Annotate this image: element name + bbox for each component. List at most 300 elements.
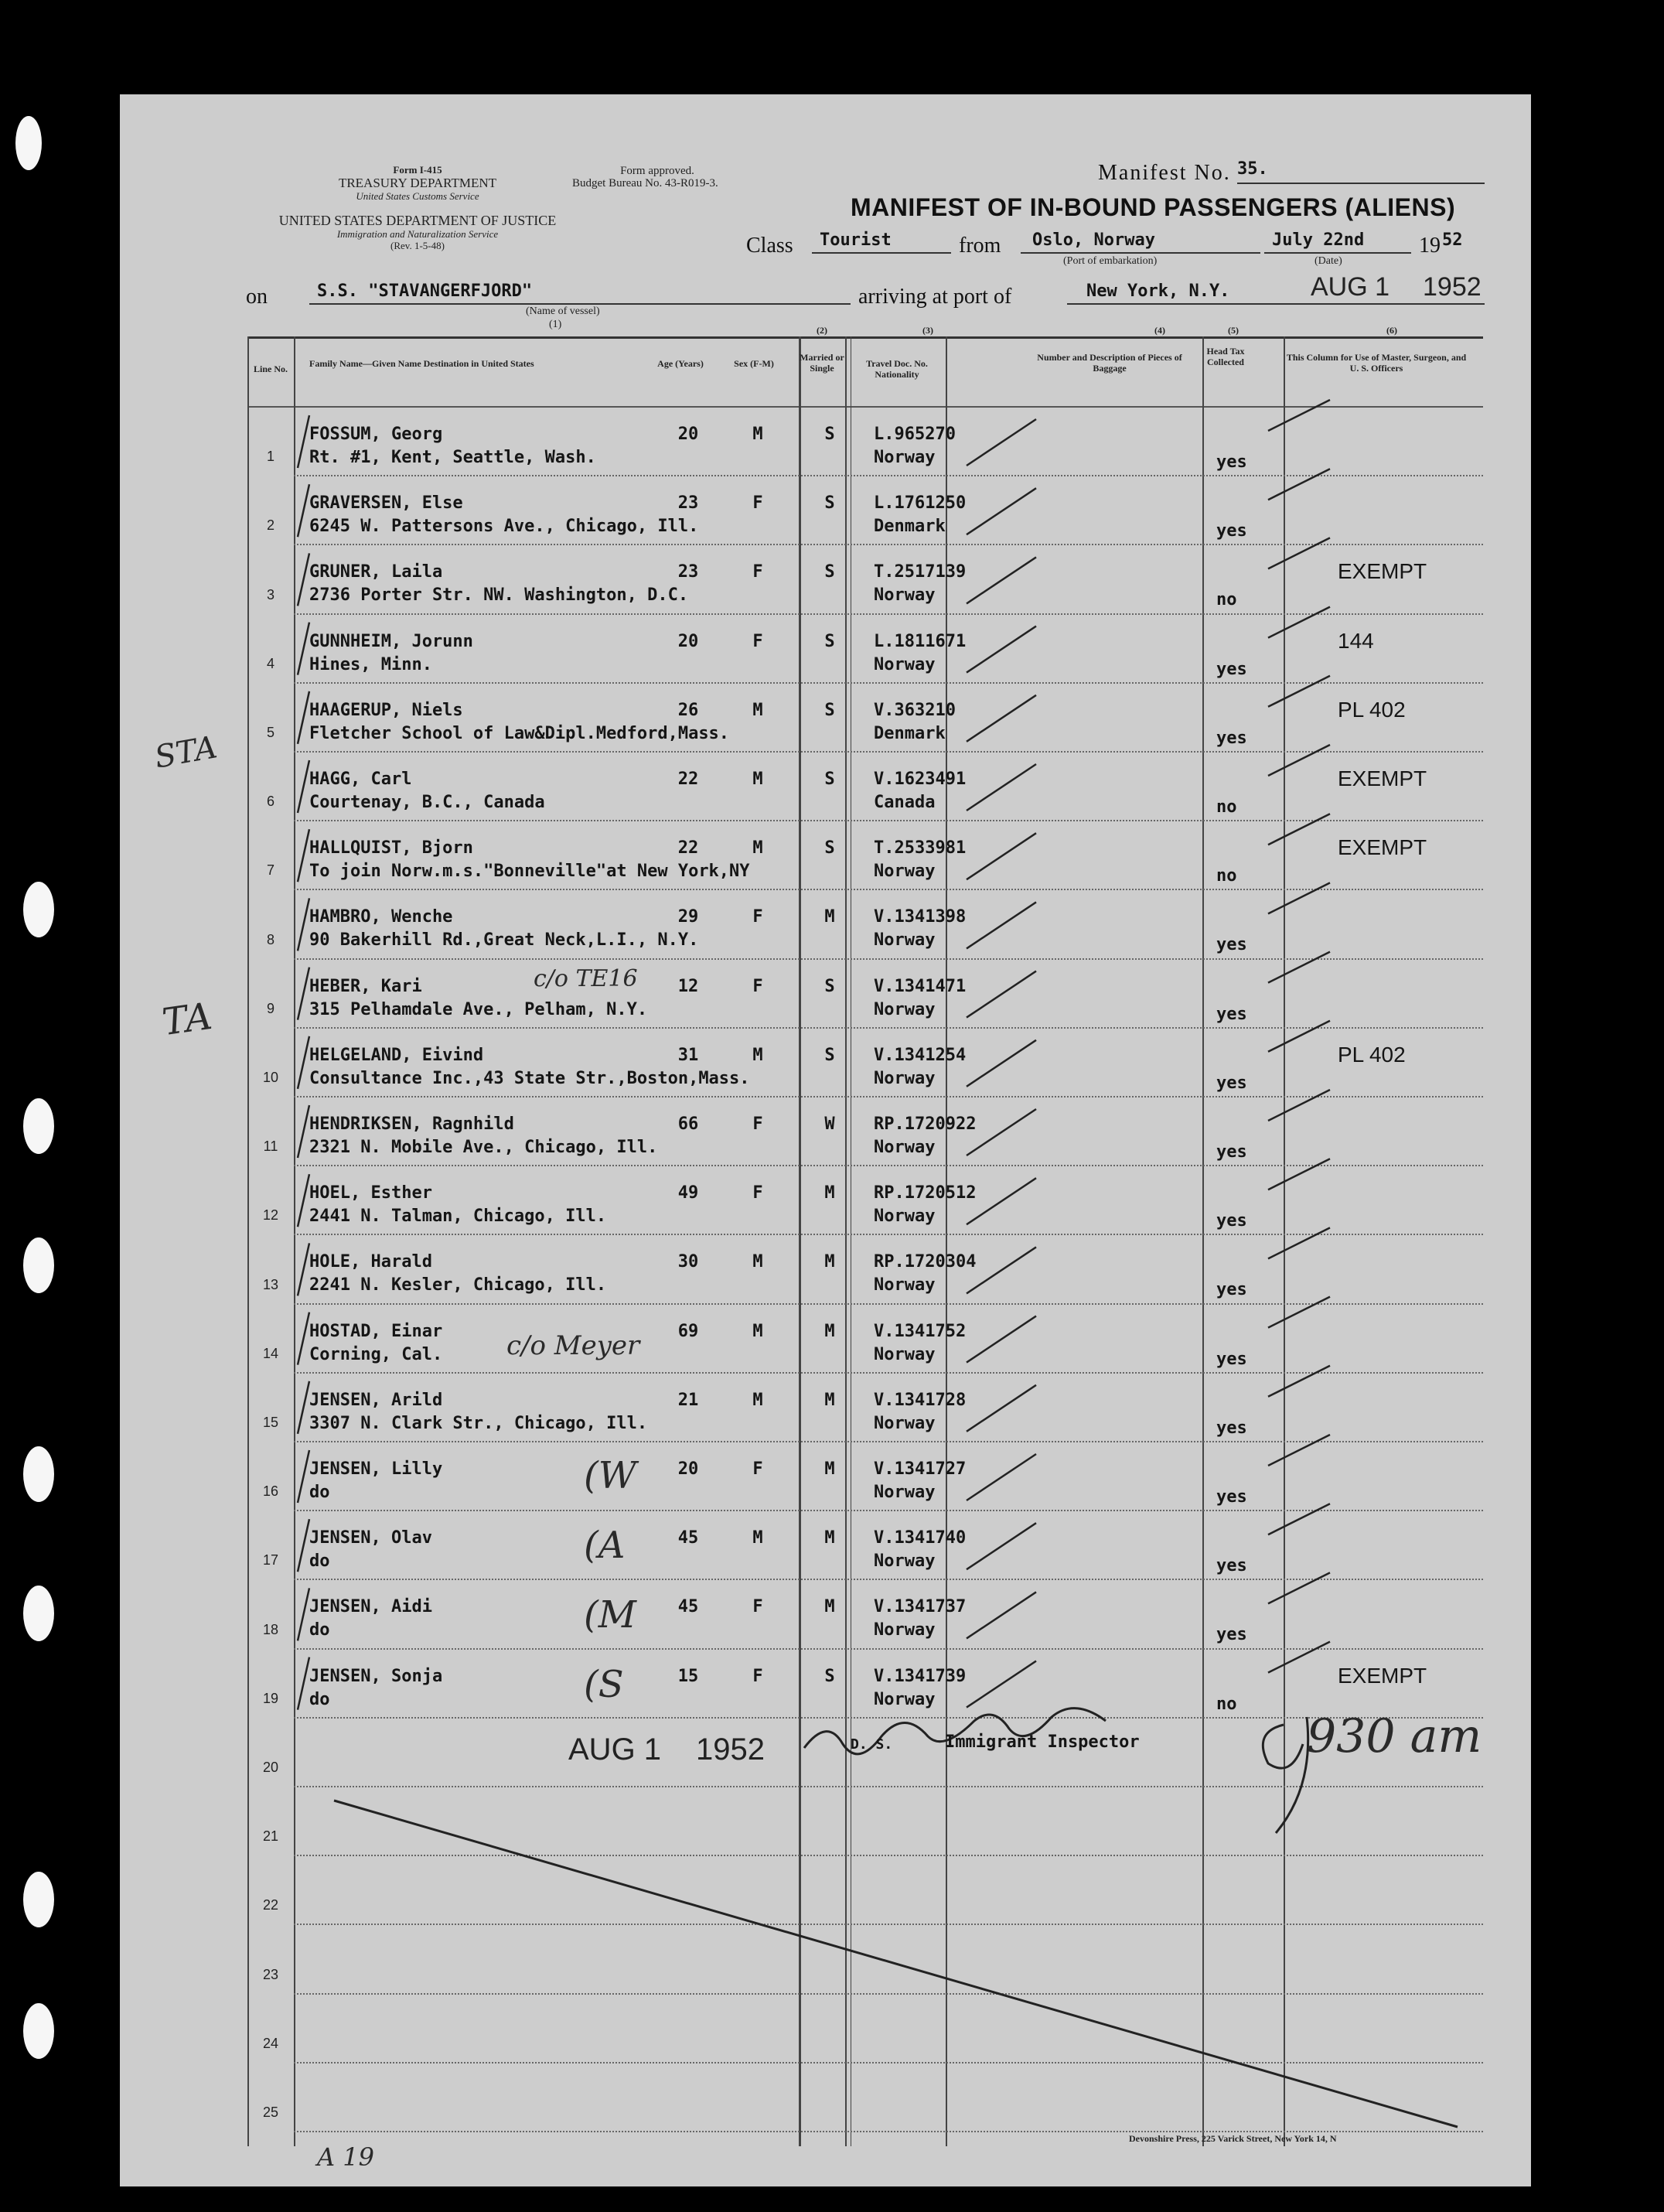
- arriving-label: arriving at port of: [858, 285, 1012, 309]
- nationality: Norway: [874, 585, 936, 606]
- arrival-date-stamp: AUG 1: [1311, 272, 1390, 302]
- col-num-5: (5): [1228, 325, 1239, 336]
- travel-doc-no: V.1623491: [874, 770, 967, 789]
- check-mark: [1268, 1366, 1330, 1397]
- budget-bureau: Budget Bureau No. 43-R019-3.: [572, 177, 718, 189]
- passenger-destination: 315 Pelhamdale Ave., Pelham, N.Y.: [309, 999, 648, 1019]
- travel-doc-no: V.1341737: [874, 1597, 967, 1617]
- passenger-marital: M: [824, 1183, 835, 1203]
- passenger-name: JENSEN, Olav: [309, 1528, 432, 1548]
- check-mark: [298, 760, 309, 813]
- nationality: Norway: [874, 1138, 936, 1157]
- passenger-marital: S: [824, 425, 835, 444]
- inspector-prefix: D. S.: [851, 1736, 893, 1753]
- travel-doc-no: L.965270: [874, 425, 956, 444]
- passenger-marital: S: [824, 770, 835, 789]
- nationality: Norway: [874, 1689, 936, 1709]
- manifest-no-label: Manifest No.: [1098, 161, 1231, 185]
- check-mark: [298, 1313, 309, 1365]
- line-number: 3: [266, 586, 274, 602]
- passenger-age: 45: [677, 1528, 699, 1548]
- nationality: Denmark: [874, 723, 946, 743]
- nationality: Norway: [874, 999, 936, 1019]
- check-mark: [298, 1588, 309, 1640]
- line-number: 12: [262, 1207, 279, 1224]
- line-number: 21: [262, 1828, 279, 1845]
- passenger-age: 45: [677, 1597, 699, 1617]
- passenger-marital: S: [824, 1045, 835, 1065]
- nationality: Denmark: [874, 517, 946, 537]
- check-mark: [967, 764, 1036, 811]
- passenger-destination: 2441 N. Talman, Chicago, Ill.: [309, 1207, 607, 1227]
- travel-doc-no: V.1341740: [874, 1528, 967, 1548]
- check-mark: [1268, 1021, 1330, 1052]
- passenger-age: 23: [677, 562, 699, 582]
- line-number: 17: [262, 1552, 279, 1569]
- check-mark: [967, 1454, 1036, 1500]
- officer-note: EXEMPT: [1338, 559, 1427, 584]
- line-number: 19: [262, 1690, 279, 1706]
- check-mark: [298, 415, 309, 468]
- vessel-col-num: (1): [549, 319, 562, 330]
- head-tax: yes: [1216, 1556, 1247, 1576]
- passenger-age: 29: [677, 907, 699, 927]
- col-num-6: (6): [1386, 325, 1397, 336]
- check-mark: [967, 1109, 1036, 1155]
- arrival-port: New York, N.Y.: [1086, 282, 1230, 301]
- on-label: on: [246, 285, 268, 309]
- check-mark: [967, 1661, 1036, 1708]
- check-mark: [967, 695, 1036, 742]
- head-tax: yes: [1216, 1349, 1247, 1369]
- passenger-sex: M: [752, 1252, 763, 1272]
- passenger-marital: S: [824, 631, 835, 651]
- officer-note: EXEMPT: [1338, 766, 1427, 790]
- passenger-marital: S: [824, 976, 835, 996]
- travel-doc-no: T.2533981: [874, 838, 967, 859]
- officer-note: PL 402: [1338, 1042, 1406, 1067]
- officer-note: PL 402: [1338, 697, 1406, 722]
- passenger-age: 21: [677, 1390, 699, 1410]
- passenger-age: 69: [677, 1321, 699, 1341]
- passenger-name: HOLE, Harald: [309, 1252, 432, 1272]
- check-mark: [1268, 952, 1330, 983]
- line-number: 14: [262, 1345, 279, 1361]
- passenger-age: 26: [677, 700, 699, 720]
- check-mark: [967, 1523, 1036, 1569]
- line-number: 8: [266, 931, 274, 947]
- head-tax: no: [1216, 866, 1237, 886]
- passenger-name: HENDRIKSEN, Ragnhild: [309, 1115, 514, 1134]
- passenger-marital: M: [824, 1390, 835, 1410]
- corner-note: A 19: [317, 2142, 374, 2172]
- check-mark: [967, 1316, 1036, 1363]
- check-mark: [1268, 538, 1330, 568]
- passenger-marital: W: [824, 1115, 835, 1134]
- passenger-sex: F: [752, 976, 763, 996]
- check-mark: [298, 553, 309, 606]
- passenger-name: HOEL, Esther: [309, 1183, 432, 1203]
- printer-imprint: Devonshire Press, 225 Varick Street, New York 14, N: [1129, 2133, 1337, 2144]
- passenger-sex: F: [752, 1666, 763, 1686]
- travel-doc-no: L.1761250: [874, 493, 967, 514]
- passenger-name: GUNNHEIM, Jorunn: [309, 631, 473, 651]
- manifest-title: MANIFEST OF IN-BOUND PASSENGERS (ALIENS): [851, 193, 1456, 221]
- treasury-dept: TREASURY DEPARTMENT: [338, 176, 497, 190]
- passenger-name: HELGELAND, Eivind: [309, 1045, 484, 1065]
- passenger-name: HAAGERUP, Niels: [309, 700, 463, 720]
- travel-doc-no: V.1341752: [874, 1321, 967, 1341]
- time-signature: [1263, 1717, 1308, 1833]
- check-mark: [1268, 469, 1330, 500]
- passenger-destination: Fletcher School of Law&Dipl.Medford,Mass.: [309, 723, 730, 743]
- line-number: 9: [266, 1000, 274, 1016]
- check-mark: [1268, 1159, 1330, 1190]
- passenger-destination: 2321 N. Mobile Ave., Chicago, Ill.: [309, 1138, 658, 1157]
- passenger-name: FOSSUM, Georg: [309, 425, 443, 444]
- travel-doc-no: V.1341254: [874, 1045, 967, 1065]
- passenger-name: HAMBRO, Wenche: [309, 907, 453, 927]
- check-mark: [1268, 607, 1330, 638]
- passenger-destination: Rt. #1, Kent, Seattle, Wash.: [309, 448, 596, 467]
- line-number: 6: [266, 794, 274, 810]
- col-use: This Column for Use of Master, Surgeon, and U. S. Officers: [1286, 352, 1467, 374]
- arrival-date-stamp-year: 1952: [1423, 272, 1482, 302]
- passenger-name: HEBER, Kari: [309, 976, 422, 996]
- line-number: 10: [262, 1070, 279, 1085]
- passenger-sex: M: [752, 838, 763, 859]
- check-mark: [298, 623, 309, 675]
- passenger-age: 66: [677, 1115, 699, 1134]
- passenger-sex: M: [752, 1528, 763, 1548]
- passenger-marital: S: [824, 1666, 835, 1686]
- passenger-destination: do: [309, 1483, 330, 1502]
- line-number: 1: [266, 449, 274, 465]
- nationality: Norway: [874, 862, 936, 882]
- passenger-destination: Consultance Inc.,43 State Str.,Boston,Mass.: [309, 1068, 750, 1088]
- passenger-marital: M: [824, 1597, 835, 1617]
- line-number: 4: [266, 655, 274, 671]
- check-mark: [967, 1178, 1036, 1224]
- col-age: Age (Years): [657, 358, 704, 369]
- check-mark: [1268, 676, 1330, 707]
- line-number: 5: [266, 725, 274, 740]
- passenger-age: 22: [677, 838, 699, 859]
- officer-note: EXEMPT: [1338, 1663, 1427, 1688]
- passenger-marital: M: [824, 1252, 835, 1272]
- passenger-sex: F: [752, 1459, 763, 1479]
- head-tax: yes: [1216, 1625, 1247, 1645]
- check-mark: [1268, 400, 1330, 431]
- check-mark: [298, 1174, 309, 1227]
- passenger-age: 20: [677, 631, 699, 651]
- passenger-age: 20: [677, 1459, 699, 1479]
- line-number: 7: [266, 862, 274, 879]
- check-mark: [298, 1519, 309, 1572]
- passenger-sex: F: [752, 631, 763, 651]
- passenger-sex: F: [752, 1597, 763, 1617]
- line-number: 23: [262, 1966, 279, 1982]
- passenger-destination: do: [309, 1620, 330, 1640]
- nationality: Norway: [874, 1068, 936, 1088]
- passenger-marital: M: [824, 1321, 835, 1341]
- check-mark: [1268, 745, 1330, 776]
- customs-service: United States Customs Service: [356, 190, 479, 202]
- col-num-2: (2): [817, 325, 827, 336]
- col-head-tax: Head Tax Collected: [1206, 346, 1245, 367]
- passenger-destination: 2241 N. Kesler, Chicago, Ill.: [309, 1275, 607, 1295]
- passenger-name: JENSEN, Lilly: [309, 1459, 443, 1479]
- line-number: 13: [262, 1276, 279, 1292]
- passenger-age: 31: [677, 1045, 699, 1065]
- check-mark: [298, 968, 309, 1020]
- passenger-sex: M: [752, 1321, 763, 1341]
- year-prefix: 19: [1419, 234, 1441, 258]
- check-mark: [967, 1385, 1036, 1432]
- nationality: Norway: [874, 1344, 936, 1364]
- col-sex: Sex (F-M): [734, 358, 774, 369]
- head-tax: yes: [1216, 935, 1247, 955]
- year-suffix: 52: [1442, 230, 1463, 250]
- check-mark: [967, 1247, 1036, 1293]
- check-mark: [967, 902, 1036, 948]
- head-tax: no: [1216, 797, 1237, 817]
- passenger-age: 22: [677, 770, 699, 789]
- justice-dept: UNITED STATES DEPARTMENT OF JUSTICE: [278, 213, 557, 228]
- check-mark: [967, 1592, 1036, 1638]
- passenger-destination: Hines, Minn.: [309, 654, 432, 674]
- travel-doc-no: V.363210: [874, 700, 956, 720]
- check-mark: [967, 557, 1036, 603]
- line-number: 22: [262, 1897, 279, 1913]
- head-tax: no: [1216, 590, 1237, 610]
- passenger-destination: 3307 N. Clark Str., Chicago, Ill.: [309, 1413, 648, 1433]
- check-mark: [967, 626, 1036, 673]
- passenger-destination: 6245 W. Pattersons Ave., Chicago, Ill.: [309, 517, 699, 537]
- travel-doc-no: L.1811671: [874, 631, 967, 651]
- passenger-sex: M: [752, 770, 763, 789]
- line-number: 15: [262, 1415, 279, 1430]
- col-num-4: (4): [1154, 325, 1165, 336]
- travel-doc-no: V.1341727: [874, 1459, 967, 1479]
- inspector-label: Immigrant Inspector: [945, 1732, 1140, 1752]
- nationality: Norway: [874, 1275, 936, 1295]
- code-w: (W: [584, 1454, 637, 1497]
- line-number: 24: [262, 2035, 279, 2051]
- check-mark: [298, 691, 309, 744]
- passenger-destination: Corning, Cal.: [309, 1344, 443, 1364]
- port-embark-caption: (Port of embarkation): [1063, 255, 1158, 267]
- passenger-marital: S: [824, 700, 835, 720]
- travel-doc-no: RP.1720304: [874, 1252, 977, 1272]
- check-mark: [967, 488, 1036, 534]
- check-mark: [298, 1381, 309, 1434]
- footer-date-stamp: AUG 1: [568, 1732, 662, 1767]
- head-tax: yes: [1216, 1418, 1247, 1438]
- officer-note: EXEMPT: [1338, 835, 1427, 860]
- check-mark: [967, 1040, 1036, 1087]
- check-mark: [1268, 1642, 1330, 1673]
- check-mark: [298, 1105, 309, 1158]
- passenger-marital: M: [824, 907, 835, 927]
- travel-doc-no: V.1341728: [874, 1390, 967, 1410]
- col-num-3: (3): [922, 325, 933, 336]
- check-mark: [967, 833, 1036, 879]
- class-label: Class: [746, 234, 793, 258]
- check-mark: [298, 829, 309, 882]
- time-note: 930 am: [1307, 1709, 1482, 1763]
- check-mark: [1268, 1227, 1330, 1258]
- check-mark: [967, 419, 1036, 466]
- head-tax: yes: [1216, 1073, 1247, 1093]
- passenger-destination: To join Norw.m.s."Bonneville"at New York,NY: [309, 862, 750, 882]
- check-mark: [1268, 882, 1330, 913]
- from-value: Oslo, Norway: [1032, 230, 1155, 250]
- passenger-age: 30: [677, 1252, 699, 1272]
- passenger-age: 12: [677, 976, 699, 996]
- passenger-marital: S: [824, 838, 835, 859]
- from-label: from: [959, 234, 1001, 258]
- passenger-name: JENSEN, Aidi: [309, 1597, 432, 1617]
- line-number: 20: [262, 1760, 279, 1775]
- form-approved: Form approved.: [620, 165, 694, 177]
- margin-note-ta: TA: [159, 994, 215, 1045]
- passenger-name: HOSTAD, Einar: [309, 1321, 443, 1341]
- col-baggage: Number and Description of Pieces of Baggage: [1037, 352, 1182, 374]
- passenger-destination: do: [309, 1551, 330, 1572]
- nationality: Norway: [874, 1207, 936, 1227]
- check-mark: [1268, 814, 1330, 845]
- passenger-age: 23: [677, 493, 699, 514]
- passenger-sex: F: [752, 1115, 763, 1134]
- head-tax: yes: [1216, 659, 1247, 679]
- nationality: Canada: [874, 793, 936, 812]
- footer-date-stamp-year: 1952: [696, 1732, 765, 1767]
- passenger-sex: F: [752, 562, 763, 582]
- head-tax: yes: [1216, 1211, 1247, 1231]
- code-s: (S: [584, 1663, 624, 1706]
- passenger-sex: M: [752, 425, 763, 444]
- check-mark: [967, 971, 1036, 1018]
- travel-doc-no: V.1341398: [874, 907, 967, 927]
- travel-doc-no: V.1341471: [874, 976, 967, 996]
- nationality: Norway: [874, 1483, 936, 1502]
- nationality: Norway: [874, 654, 936, 674]
- date-value: July 22nd: [1272, 230, 1365, 250]
- line-number: 18: [262, 1621, 279, 1637]
- travel-doc-no: T.2517139: [874, 562, 967, 582]
- passenger-age: 15: [677, 1666, 699, 1686]
- vessel-value: S.S. "STAVANGERFJORD": [317, 282, 533, 301]
- col-married: Married or Single: [800, 352, 844, 374]
- nationality: Norway: [874, 1620, 936, 1640]
- officer-note: 144: [1338, 628, 1374, 653]
- check-mark: [298, 898, 309, 951]
- col-line-no: Line No.: [253, 364, 288, 374]
- travel-doc-no: RP.1720512: [874, 1183, 977, 1203]
- check-mark: [298, 1450, 309, 1503]
- note-co-meyer: c/o Meyer: [506, 1330, 640, 1361]
- manifest-no-value: 35.: [1237, 159, 1268, 179]
- code-a: (A: [584, 1524, 626, 1567]
- line-number: 16: [262, 1483, 279, 1500]
- col-name: Family Name—Given Name Destination in United States: [309, 358, 534, 369]
- ins-service: Immigration and Naturalization Service: [336, 228, 499, 240]
- passenger-marital: M: [824, 1528, 835, 1548]
- head-tax: yes: [1216, 1142, 1247, 1162]
- nationality: Norway: [874, 1413, 936, 1433]
- travel-doc-no: V.1341739: [874, 1666, 967, 1686]
- code-m: (M: [584, 1593, 636, 1637]
- line-number: 11: [263, 1138, 278, 1155]
- passenger-age: 49: [677, 1183, 699, 1203]
- check-mark: [1268, 1572, 1330, 1603]
- check-mark: [1268, 1504, 1330, 1534]
- passenger-destination: do: [309, 1689, 330, 1709]
- passenger-sex: F: [752, 1183, 763, 1203]
- passenger-destination: 2736 Porter Str. NW. Washington, D.C.: [309, 585, 689, 606]
- check-mark: [298, 1657, 309, 1710]
- head-tax: yes: [1216, 1004, 1247, 1024]
- margin-note-sta: STA: [152, 729, 220, 776]
- nationality: Norway: [874, 1551, 936, 1572]
- line-number: 25: [262, 2104, 279, 2120]
- class-value: Tourist: [820, 230, 892, 250]
- cancel-diagonal-line: [334, 1801, 1458, 2127]
- passenger-name: HALLQUIST, Bjorn: [309, 838, 473, 859]
- passenger-marital: S: [824, 493, 835, 514]
- passenger-sex: F: [752, 907, 763, 927]
- passenger-name: HAGG, Carl: [309, 770, 412, 789]
- passenger-name: GRAVERSEN, Else: [309, 493, 463, 514]
- check-mark: [298, 1243, 309, 1295]
- head-tax: yes: [1216, 728, 1247, 748]
- date-caption: (Date): [1314, 255, 1342, 267]
- revision: (Rev. 1-5-48): [390, 240, 445, 251]
- head-tax: yes: [1216, 1487, 1247, 1507]
- head-tax: yes: [1216, 452, 1247, 472]
- head-tax: yes: [1216, 521, 1247, 541]
- note-co-te16: c/o TE16: [534, 965, 638, 992]
- passenger-sex: F: [752, 493, 763, 514]
- passenger-age: 20: [677, 425, 699, 444]
- passenger-destination: 90 Bakerhill Rd.,Great Neck,L.I., N.Y.: [309, 930, 699, 951]
- col-travel-doc: Travel Doc. No. Nationality: [866, 358, 928, 380]
- vessel-caption: (Name of vessel): [526, 306, 600, 317]
- travel-doc-no: RP.1720922: [874, 1115, 977, 1134]
- passenger-marital: S: [824, 562, 835, 582]
- head-tax: no: [1216, 1694, 1237, 1714]
- check-mark: [1268, 1435, 1330, 1466]
- check-mark: [1268, 1090, 1330, 1121]
- nationality: Norway: [874, 448, 936, 467]
- passenger-destination: Courtenay, B.C., Canada: [309, 793, 545, 812]
- passenger-sex: M: [752, 1390, 763, 1410]
- passenger-sex: M: [752, 1045, 763, 1065]
- passenger-name: JENSEN, Arild: [309, 1390, 443, 1410]
- passenger-name: GRUNER, Laila: [309, 562, 443, 582]
- check-mark: [298, 1036, 309, 1089]
- line-number: 2: [266, 517, 274, 534]
- nationality: Norway: [874, 930, 936, 951]
- passenger-name: JENSEN, Sonja: [309, 1666, 443, 1686]
- form-number: Form I-415: [393, 164, 442, 176]
- passenger-sex: M: [752, 700, 763, 720]
- check-mark: [1268, 1297, 1330, 1328]
- passenger-marital: M: [824, 1459, 835, 1479]
- head-tax: yes: [1216, 1280, 1247, 1300]
- check-mark: [298, 484, 309, 537]
